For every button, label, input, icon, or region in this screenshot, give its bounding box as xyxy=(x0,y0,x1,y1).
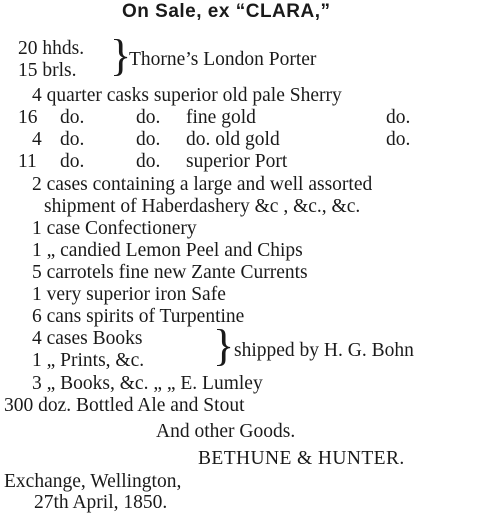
other-goods: And other Goods. xyxy=(156,421,296,442)
item-lemon-peel: 1 „ candied Lemon Peel and Chips xyxy=(32,240,303,261)
item-confectionery: 1 case Confectionery xyxy=(32,218,197,239)
sherry-line-3-desc: do. old gold xyxy=(186,129,280,150)
sherry-line-3-ditto-3: do. xyxy=(386,129,411,150)
porter-brace: } xyxy=(110,31,132,80)
ale-line: 300 doz. Bottled Ale and Stout xyxy=(4,395,245,416)
haberdashery-line-1: 2 cases containing a large and well assorted xyxy=(32,174,373,195)
porter-quantity-2: 15 brls. xyxy=(18,60,77,81)
port-qty: 11 xyxy=(18,151,37,172)
item-safe: 1 very superior iron Safe xyxy=(32,284,226,305)
port-ditto-1: do. xyxy=(60,151,85,172)
porter-quantity-1: 20 hhds. xyxy=(18,38,85,59)
sherry-line-3-ditto-1: do. xyxy=(60,129,85,150)
place-line: Exchange, Wellington, xyxy=(4,471,182,492)
sherry-line-2-ditto-1: do. xyxy=(60,107,85,128)
sherry-line-2-qty: 16 xyxy=(18,107,38,128)
books-line-1: 4 cases Books xyxy=(32,328,143,349)
books-line-3: 3 „ Books, &c. „ „ E. Lumley xyxy=(32,373,263,394)
sherry-line-2-desc: fine gold xyxy=(186,107,256,128)
haberdashery-line-2: shipment of Haberdashery &c , &c., &c. xyxy=(44,196,361,217)
books-line-2: 1 „ Prints, &c. xyxy=(32,350,145,371)
porter-item: Thorne’s London Porter xyxy=(129,49,317,70)
sherry-line-2-ditto-3: do. xyxy=(386,107,411,128)
sherry-line-3-qty: 4 xyxy=(32,129,42,150)
books-shipper: shipped by H. G. Bohn xyxy=(234,340,414,361)
sherry-line-1: 4 quarter casks superior old pale Sherry xyxy=(32,85,342,106)
firm-name: BETHUNE & HUNTER. xyxy=(198,448,405,469)
books-brace: } xyxy=(213,321,235,370)
port-ditto-2: do. xyxy=(136,151,161,172)
item-currents: 5 carrotels fine new Zante Currents xyxy=(32,262,308,283)
sherry-line-3-ditto-2: do. xyxy=(136,129,161,150)
item-turpentine: 6 cans spirits of Turpentine xyxy=(32,306,245,327)
date-line: 27th April, 1850. xyxy=(34,492,168,513)
port-desc: superior Port xyxy=(186,151,288,172)
sherry-line-2-ditto-2: do. xyxy=(136,107,161,128)
ad-title: On Sale, ex “CLARA,” xyxy=(122,1,331,22)
